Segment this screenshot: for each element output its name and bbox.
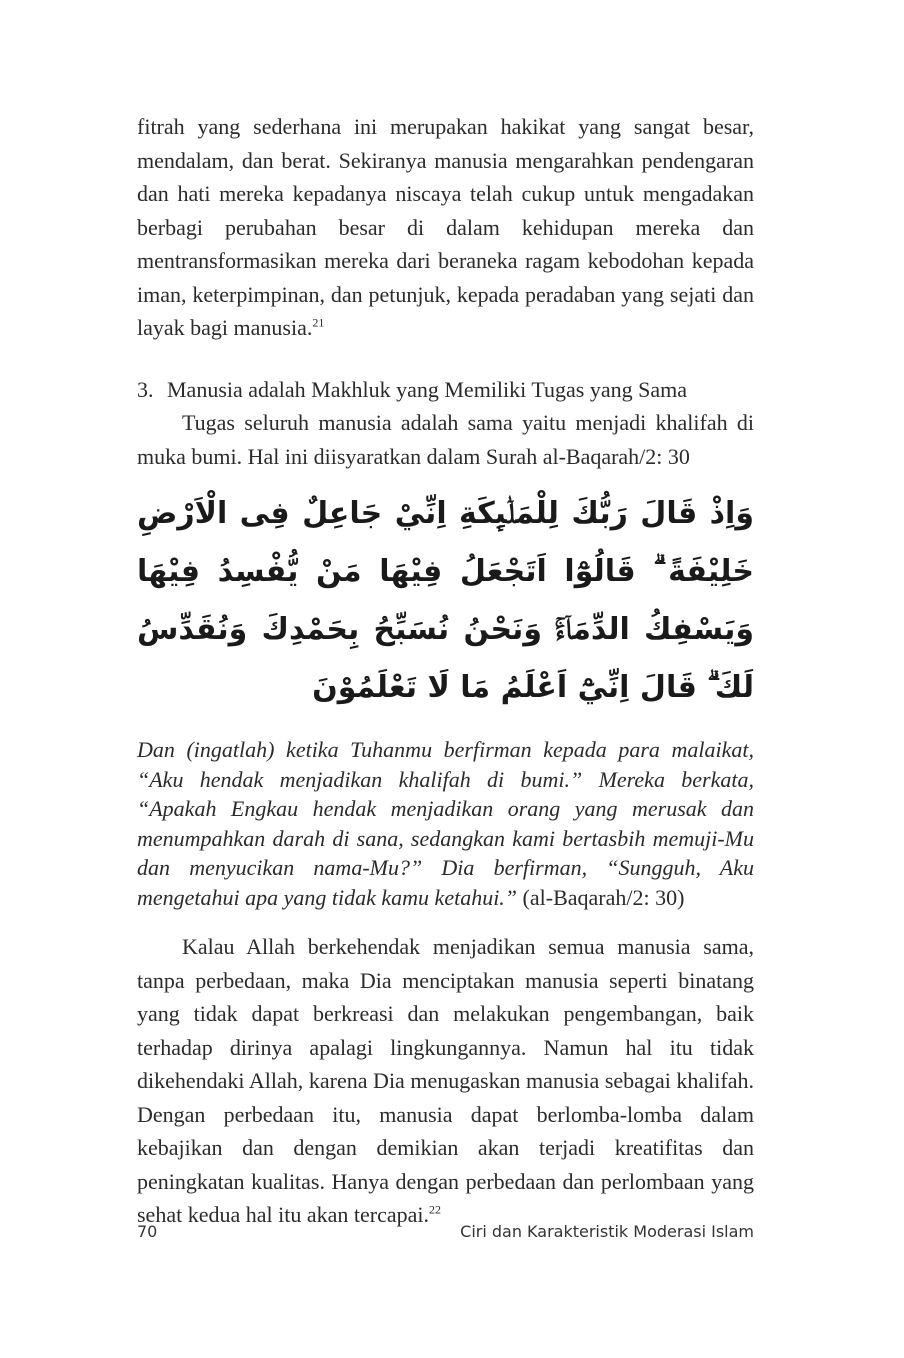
section-title: Manusia adalah Makhluk yang Memiliki Tugas yang Sama	[167, 376, 687, 402]
page-body	[137, 110, 754, 1232]
section-heading	[137, 373, 754, 407]
verse-reference: (al-Baqarah/2: 30)	[517, 884, 685, 910]
paragraph-tugas: Tugas seluruh manusia adalah sama yaitu menjadi khalifah di muka bumi. Hal ini diisyaratkan dalam Surah al-Baqarah/2: 30	[137, 410, 754, 469]
page-number: 70	[137, 1222, 158, 1241]
paragraph-text: Kalau Allah berkehendak menjadikan semua manusia sama, tanpa perbedaan, maka Dia menciptakan manusia seperti binatang yang tidak dapat berkreasi dan melakukan pengembangan, baik terhadap dirinya apalagi lingkungannya. Namun hal itu tidak dikehendaki Allah, karena Dia menugaskan manusia sebagai khalifah. Dengan perbedaan itu, manusia dapat berlomba-lomba dalam kebajikan dan dengan demikian akan terjadi kreatifitas dan peningkatan kualitas. Hanya dengan perbedaan dan perlombaan yang sehat kedua hal itu akan tercapai.	[137, 934, 754, 1227]
section-number: 3.	[137, 376, 154, 402]
paragraph-perbedaan	[137, 930, 754, 1232]
page-footer	[137, 1222, 754, 1241]
paragraph-text: fitrah yang sederhana ini merupakan hakikat yang sangat besar, mendalam, dan berat. Sekiranya manusia mengarahkan pendengaran dan hati mereka kepadanya niscaya telah cukup untuk mengadakan berbagi perubahan besar di dalam kehidupan mereka dan mentransformasikan mereka dari beraneka ragam kebodohan kepada iman, keterpimpinan, dan petunjuk, kepada peradaban yang sejati dan layak bagi manusia.	[137, 114, 754, 340]
quran-verse: وَاِذْ قَالَ رَبُّكَ لِلْمَلٰۤىِٕكَةِ اِنِّيْ جَاعِلٌ فِى الْاَرْضِ خَلِيْفَةً ۗ قَالُوْٓا اَتَجْعَلُ فِيْهَا مَنْ يُّفْسِدُ فِيْهَا وَيَسْفِكُ الدِّمَاۤءَۚ وَنَحْنُ نُسَبِّحُ بِحَمْدِكَ وَنُقَدِّسُ لَكَ ۗ قَالَ اِنِّيْٓ اَعْلَمُ مَا لَا تَعْلَمُوْنَ	[137, 496, 754, 705]
verse-translation	[137, 735, 754, 912]
footnote-ref[interactable]: 21	[312, 315, 325, 330]
running-title: Ciri dan Karakteristik Moderasi Islam	[460, 1222, 754, 1241]
translation-text: Dan (ingatlah) ketika Tuhanmu berfirman kepada para malaikat, “Aku hendak menjadikan khalifah di bumi.” Mereka berkata, “Apakah Engkau hendak menjadikan orang yang merusak dan menumpahkan darah di sana, sedangkan kami bertasbih memuji-Mu dan menyucikan nama-Mu?” Dia berfirman, “Sungguh, Aku mengetahui apa yang tidak kamu ketahui.”	[137, 737, 754, 910]
paragraph-fitrah	[137, 110, 754, 345]
footnote-ref[interactable]: 22	[428, 1202, 441, 1217]
